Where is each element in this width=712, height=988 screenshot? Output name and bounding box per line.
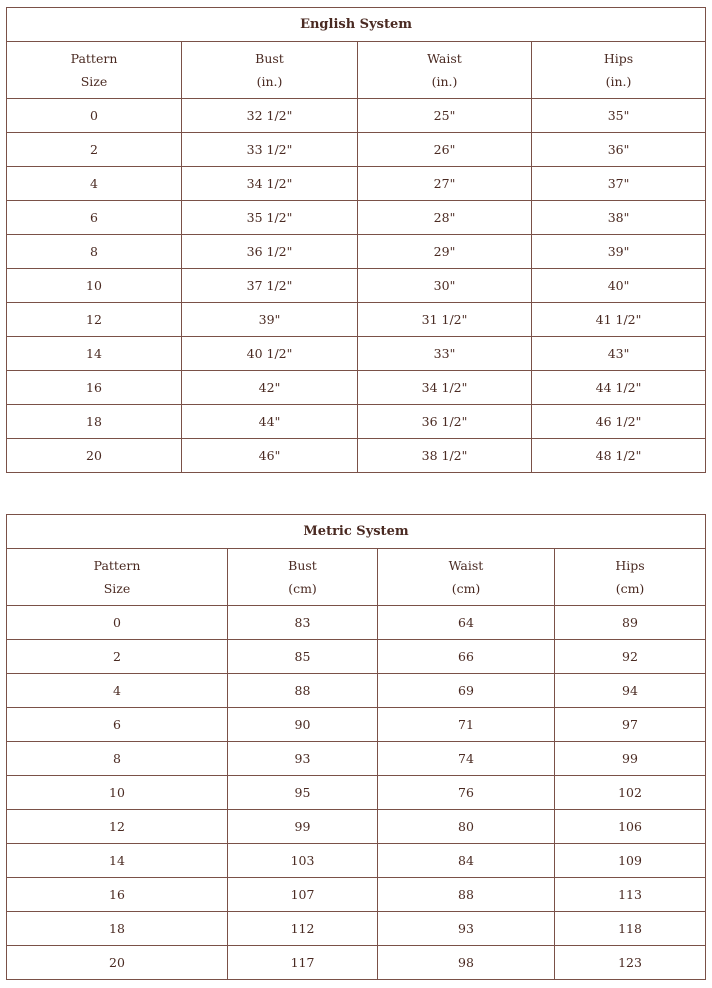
cell-size: 8	[7, 742, 228, 776]
metric-size-table	[6, 514, 706, 980]
english-size-table	[6, 7, 706, 473]
cell-waist: 71	[378, 708, 555, 742]
cell-hips: 109	[555, 844, 706, 878]
table-row	[7, 439, 706, 473]
cell-bust: 95	[228, 776, 378, 810]
english-header-row	[7, 42, 706, 99]
cell-waist: 98	[378, 946, 555, 980]
header-pattern-size: Pattern Size	[7, 549, 228, 606]
cell-waist: 31 1/2"	[358, 303, 532, 337]
cell-hips: 97	[555, 708, 706, 742]
table-row	[7, 878, 706, 912]
cell-hips: 38"	[532, 201, 706, 235]
cell-bust: 117	[228, 946, 378, 980]
cell-size: 0	[7, 606, 228, 640]
cell-bust: 103	[228, 844, 378, 878]
table-row	[7, 405, 706, 439]
cell-hips: 35"	[532, 99, 706, 133]
cell-bust: 32 1/2"	[182, 99, 358, 133]
cell-hips: 113	[555, 878, 706, 912]
cell-bust: 40 1/2"	[182, 337, 358, 371]
header-bust: Bust (cm)	[228, 549, 378, 606]
cell-waist: 76	[378, 776, 555, 810]
cell-size: 4	[7, 674, 228, 708]
cell-size: 10	[7, 776, 228, 810]
cell-size: 20	[7, 946, 228, 980]
cell-bust: 35 1/2"	[182, 201, 358, 235]
cell-hips: 89	[555, 606, 706, 640]
cell-size: 0	[7, 99, 182, 133]
header-pattern-size: Pattern Size	[7, 42, 182, 99]
cell-hips: 118	[555, 912, 706, 946]
cell-bust: 39"	[182, 303, 358, 337]
cell-waist: 29"	[358, 235, 532, 269]
header-bust: Bust (in.)	[182, 42, 358, 99]
cell-waist: 93	[378, 912, 555, 946]
table-row	[7, 742, 706, 776]
cell-waist: 80	[378, 810, 555, 844]
cell-size: 2	[7, 133, 182, 167]
header-waist: Waist (in.)	[358, 42, 532, 99]
cell-size: 18	[7, 912, 228, 946]
cell-hips: 123	[555, 946, 706, 980]
table-row	[7, 99, 706, 133]
cell-hips: 102	[555, 776, 706, 810]
table-row	[7, 912, 706, 946]
cell-bust: 44"	[182, 405, 358, 439]
cell-hips: 39"	[532, 235, 706, 269]
cell-waist: 88	[378, 878, 555, 912]
cell-waist: 38 1/2"	[358, 439, 532, 473]
cell-waist: 30"	[358, 269, 532, 303]
cell-bust: 93	[228, 742, 378, 776]
cell-bust: 46"	[182, 439, 358, 473]
cell-bust: 83	[228, 606, 378, 640]
cell-size: 16	[7, 878, 228, 912]
cell-waist: 84	[378, 844, 555, 878]
cell-hips: 94	[555, 674, 706, 708]
table-row	[7, 133, 706, 167]
cell-waist: 27"	[358, 167, 532, 201]
cell-size: 18	[7, 405, 182, 439]
cell-bust: 42"	[182, 371, 358, 405]
cell-size: 2	[7, 640, 228, 674]
table-row	[7, 946, 706, 980]
cell-size: 6	[7, 201, 182, 235]
table-row	[7, 337, 706, 371]
cell-hips: 48 1/2"	[532, 439, 706, 473]
cell-waist: 36 1/2"	[358, 405, 532, 439]
cell-waist: 28"	[358, 201, 532, 235]
header-waist: Waist (cm)	[378, 549, 555, 606]
table-row	[7, 201, 706, 235]
table-row	[7, 674, 706, 708]
cell-bust: 112	[228, 912, 378, 946]
cell-waist: 34 1/2"	[358, 371, 532, 405]
cell-size: 16	[7, 371, 182, 405]
cell-waist: 25"	[358, 99, 532, 133]
cell-bust: 34 1/2"	[182, 167, 358, 201]
cell-bust: 33 1/2"	[182, 133, 358, 167]
header-hips: Hips (cm)	[555, 549, 706, 606]
cell-size: 14	[7, 844, 228, 878]
cell-size: 4	[7, 167, 182, 201]
cell-bust: 37 1/2"	[182, 269, 358, 303]
table-row	[7, 235, 706, 269]
cell-hips: 46 1/2"	[532, 405, 706, 439]
table-row	[7, 371, 706, 405]
table-row	[7, 844, 706, 878]
cell-bust: 90	[228, 708, 378, 742]
table-row	[7, 167, 706, 201]
cell-size: 12	[7, 810, 228, 844]
table-row	[7, 303, 706, 337]
header-hips: Hips (in.)	[532, 42, 706, 99]
cell-bust: 99	[228, 810, 378, 844]
cell-waist: 33"	[358, 337, 532, 371]
cell-waist: 66	[378, 640, 555, 674]
cell-size: 10	[7, 269, 182, 303]
cell-hips: 92	[555, 640, 706, 674]
cell-size: 6	[7, 708, 228, 742]
cell-hips: 36"	[532, 133, 706, 167]
cell-bust: 36 1/2"	[182, 235, 358, 269]
metric-header-row	[7, 549, 706, 606]
cell-hips: 106	[555, 810, 706, 844]
table-row	[7, 776, 706, 810]
cell-bust: 88	[228, 674, 378, 708]
cell-bust: 107	[228, 878, 378, 912]
table-row	[7, 606, 706, 640]
metric-table-title: Metric System	[7, 515, 706, 549]
table-row	[7, 708, 706, 742]
english-table-title: English System	[7, 8, 706, 42]
cell-hips: 41 1/2"	[532, 303, 706, 337]
cell-size: 12	[7, 303, 182, 337]
cell-hips: 40"	[532, 269, 706, 303]
cell-bust: 85	[228, 640, 378, 674]
cell-waist: 74	[378, 742, 555, 776]
table-row	[7, 269, 706, 303]
table-row	[7, 640, 706, 674]
cell-waist: 64	[378, 606, 555, 640]
cell-hips: 43"	[532, 337, 706, 371]
cell-waist: 26"	[358, 133, 532, 167]
table-row	[7, 810, 706, 844]
cell-waist: 69	[378, 674, 555, 708]
cell-size: 14	[7, 337, 182, 371]
cell-hips: 44 1/2"	[532, 371, 706, 405]
cell-size: 8	[7, 235, 182, 269]
cell-hips: 37"	[532, 167, 706, 201]
cell-size: 20	[7, 439, 182, 473]
cell-hips: 99	[555, 742, 706, 776]
